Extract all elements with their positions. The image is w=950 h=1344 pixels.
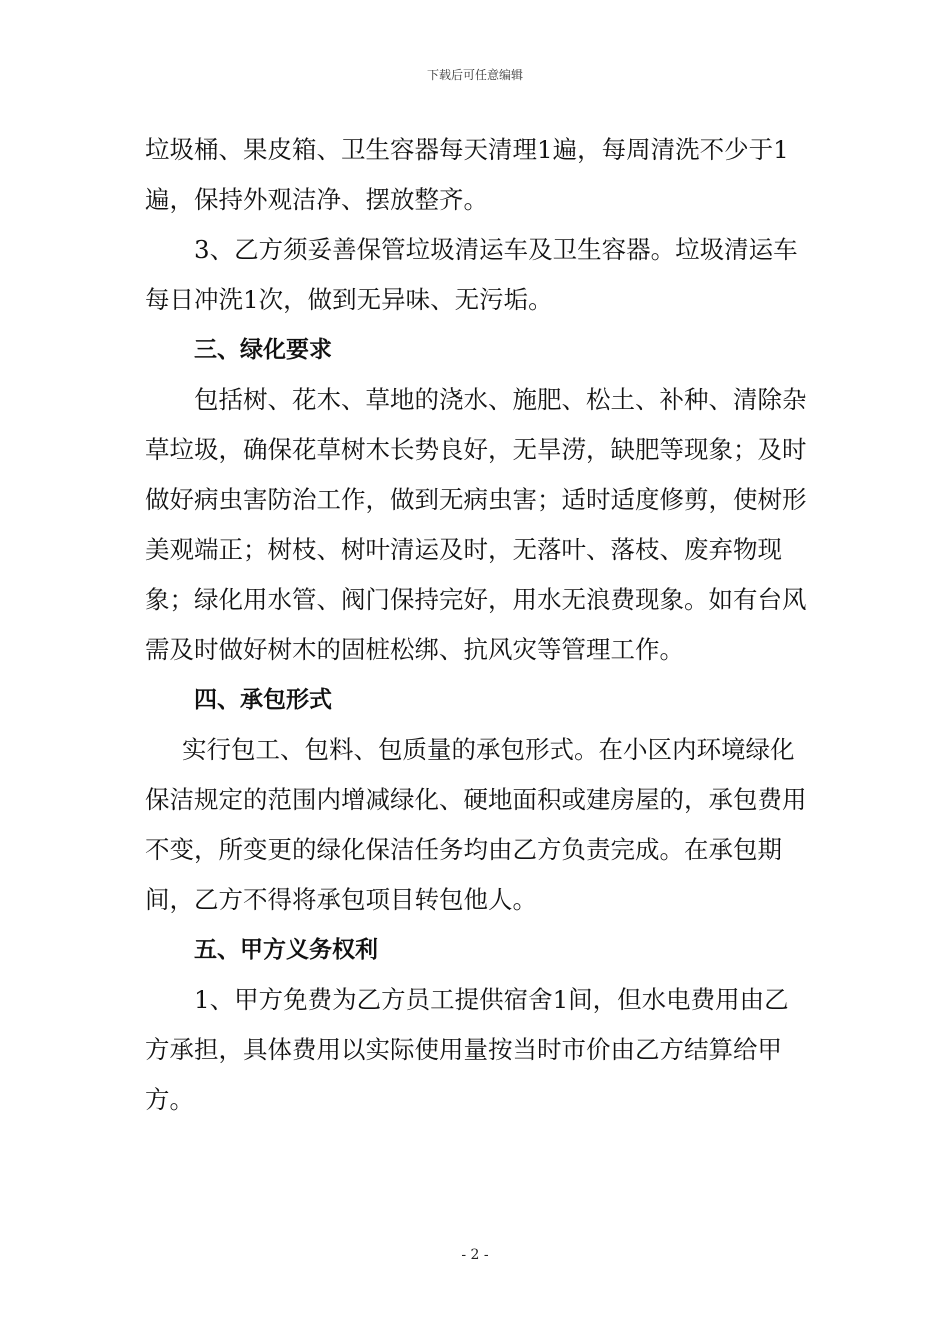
paragraph-garbage-truck: 3、乙方须妥善保管垃圾清运车及卫生容器。垃圾清运车每日冲洗1次，做到无异味、无污垢。 (145, 235, 798, 314)
document-body (145, 125, 810, 1125)
header-note: 下载后可任意编辑 (426, 68, 523, 82)
section-heading-contract-form: 四、承包形式 (194, 687, 332, 713)
paragraph-sanitation-containers: 垃圾桶、果皮箱、卫生容器每天清理1遍，每周清洗不少于1遍，保持外观洁净、摆放整齐。 (145, 135, 789, 214)
paragraph-greening-requirements: 包括树、花木、草地的浇水、施肥、松土、补种、清除杂草垃圾，确保花草树木长势良好，无旱涝，缺肥等现象；及时做好病虫害防治工作，做到无病虫害；适时适度修剪，使树形美观端正；树枝、树叶清运及时，无落叶、落枝、废弃物现象；绿化用水管、阀门保持完好，用水无浪费现象。如有台风需及时做好树木的固桩松绑、抗风灾等管理工作。 (145, 385, 807, 664)
paragraph-contract-form: 实行包工、包料、包质量的承包形式。在小区内环境绿化保洁规定的范围内增减绿化、硬地面积或建房屋的，承包费用不变，所变更的绿化保洁任务均由乙方负责完成。在承包期间，乙方不得将承包项目转包他人。 (145, 735, 807, 914)
section-heading-greening: 三、绿化要求 (194, 337, 332, 363)
paragraph-dormitory: 1、甲方免费为乙方员工提供宿舍1间，但水电费用由乙方承担，具体费用以实际使用量按当时市价由乙方结算给甲方。 (145, 985, 789, 1114)
section-heading-party-a-duties: 五、甲方义务权利 (194, 937, 378, 963)
page-number: - 2 - (461, 1247, 489, 1263)
